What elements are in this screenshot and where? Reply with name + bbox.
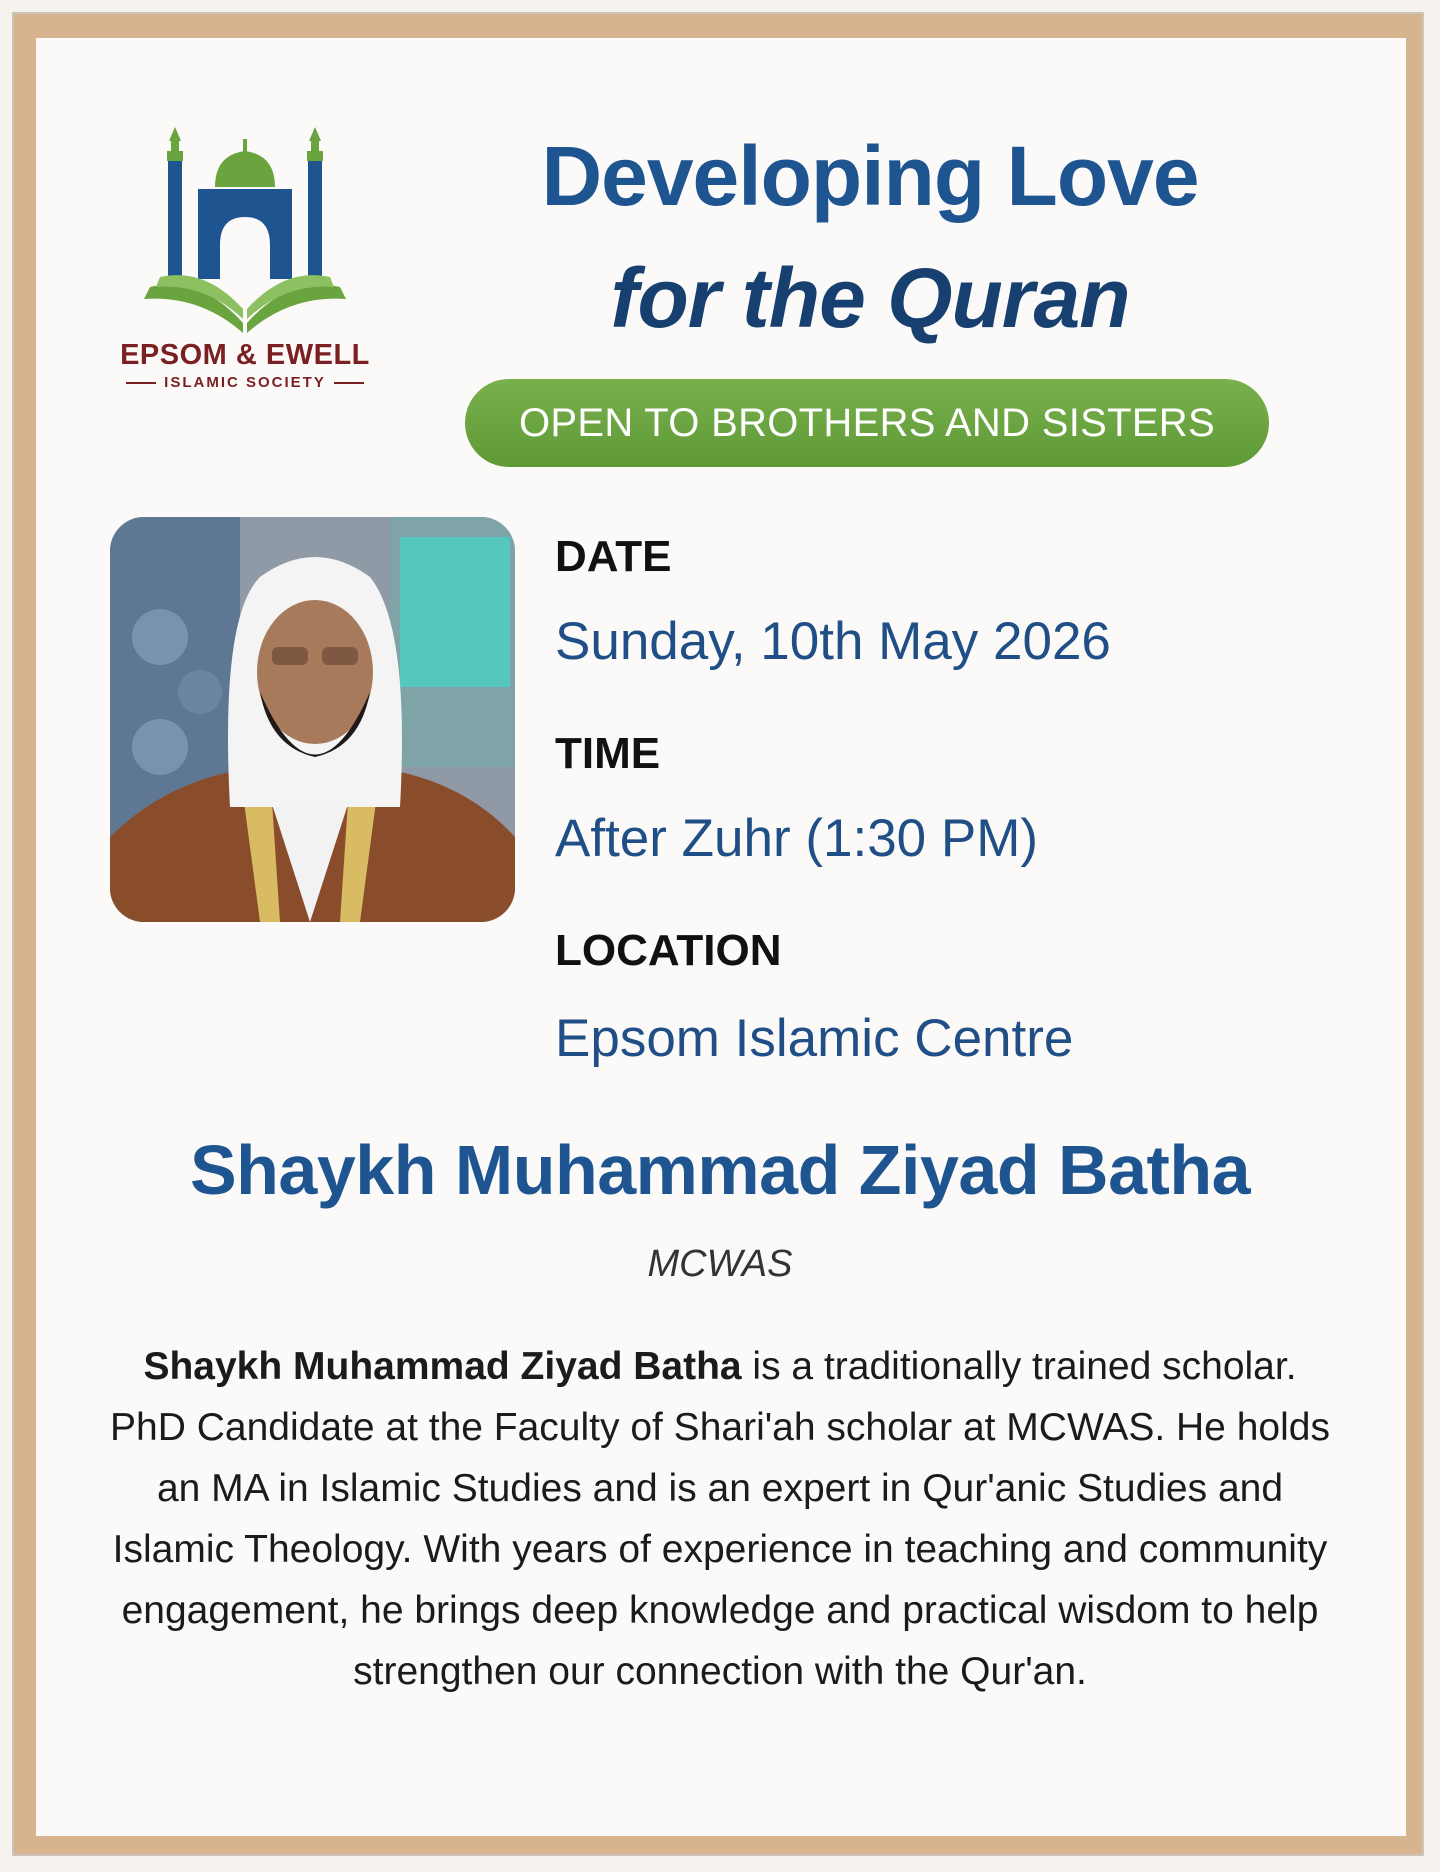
speaker-affiliation: MCWAS — [647, 1243, 793, 1285]
audience-badge: OPEN TO BROTHERS AND SISTERS — [465, 379, 1269, 467]
speaker-photo — [110, 517, 515, 922]
date-value: Sunday, 10th May 2026 — [555, 612, 1111, 671]
speaker-bio — [108, 1336, 1332, 1702]
bio-text: is a traditionally trained scholar. PhD Candidate at the Faculty of Shari'ah scholar at MCWAS. He holds an MA in Islamic Studies and is an expert in Qur'anic Studies and Islamic Theology. With years of experience in teaching and community engagement, he brings deep knowledge and practical wisdom to help strengthen our connection with the Qur'an. — [110, 1345, 1330, 1693]
logo-subtitle: ISLAMIC SOCIETY — [164, 374, 326, 391]
logo-name: EPSOM & EWELL — [120, 339, 370, 371]
time-value: After Zuhr (1:30 PM) — [555, 809, 1039, 868]
logo-rule-right — [334, 382, 364, 384]
logo-subtitle-row — [105, 374, 385, 391]
logo-rule-left — [126, 382, 156, 384]
bio-speaker-name: Shaykh Muhammad Ziyad Batha — [143, 1345, 742, 1388]
event-title-line2: for the Quran — [610, 251, 1130, 345]
date-label: DATE — [555, 532, 672, 581]
location-label: LOCATION — [555, 926, 782, 975]
location-value: Epsom Islamic Centre — [555, 1009, 1074, 1068]
speaker-name: Shaykh Muhammad Ziyad Batha — [189, 1131, 1251, 1209]
time-label: TIME — [555, 729, 661, 778]
mosque-book-logo-icon — [130, 127, 360, 337]
society-logo — [105, 127, 385, 391]
event-title-line1: Developing Love — [541, 129, 1199, 223]
